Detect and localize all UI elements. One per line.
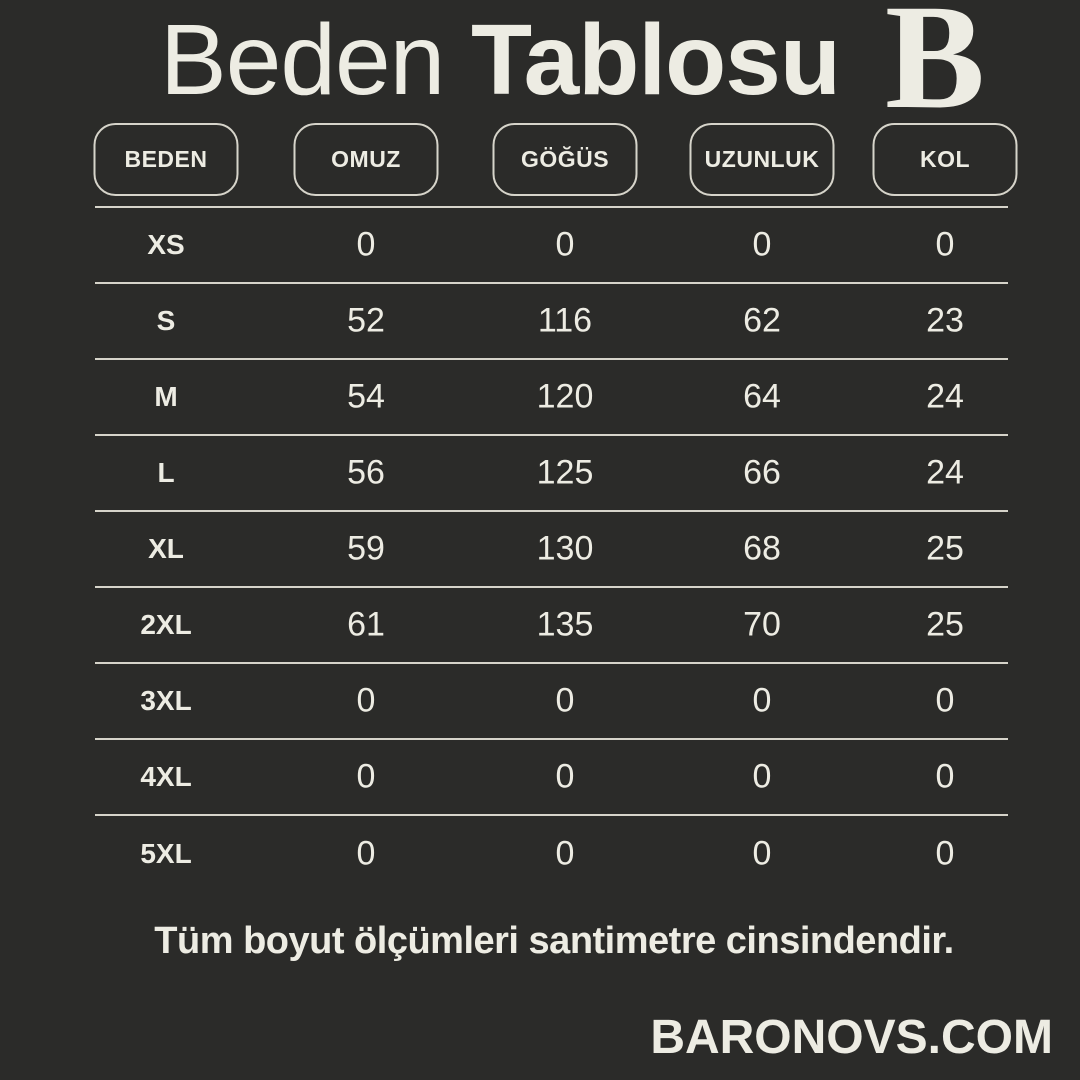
column-header-omuz: OMUZ [294,123,439,196]
cell-value: 62 [743,301,781,340]
cell-value: 120 [536,377,594,416]
cell-value: 125 [536,453,594,492]
cell-value: 0 [555,681,575,720]
cell-value: 0 [555,757,575,796]
size-label: 3XL [140,685,192,716]
size-label: L [157,457,175,488]
column-header-kol: KOL [873,123,1018,196]
column-header-gogus: GÖĞÜS [493,123,638,196]
cell-value: 135 [536,605,594,644]
cell-value: 56 [347,453,385,492]
page-title-bold: Tablosu [471,4,840,116]
table-row [95,664,1008,740]
column-header-row [95,123,1008,208]
cell-value: 25 [926,605,964,644]
cell-value: 0 [935,225,955,264]
cell-value: 130 [536,529,594,568]
cell-value: 0 [935,757,955,796]
size-label: 4XL [140,761,192,792]
page-title-regular: Beden [160,4,445,116]
table-row [95,436,1008,512]
cell-value: 66 [743,453,781,492]
cell-value: 0 [555,834,575,873]
cell-value: 70 [743,605,781,644]
size-label: XS [147,229,185,260]
size-label: S [156,305,176,336]
page-title [160,4,840,116]
cell-value: 68 [743,529,781,568]
table-row [95,284,1008,360]
column-header-beden: BEDEN [94,123,239,196]
cell-value: 54 [347,377,385,416]
table-row [95,588,1008,664]
size-table [0,123,1080,892]
measurement-note: Tüm boyut ölçümleri santimetre cinsindendir. [154,920,954,962]
cell-value: 0 [356,757,376,796]
cell-value: 0 [555,225,575,264]
cell-value: 0 [752,225,772,264]
website-label: BARONOVS.COM [650,1011,1053,1064]
cell-value: 24 [926,453,964,492]
cell-value: 61 [347,605,385,644]
cell-value: 0 [752,757,772,796]
cell-value: 64 [743,377,781,416]
table-row [95,512,1008,588]
size-label: XL [148,533,184,564]
cell-value: 25 [926,529,964,568]
cell-value: 0 [752,834,772,873]
cell-value: 24 [926,377,964,416]
cell-value: 59 [347,529,385,568]
cell-value: 116 [537,301,593,340]
size-label: 5XL [140,838,192,869]
cell-value: 0 [752,681,772,720]
table-row [95,208,1008,284]
cell-value: 0 [356,681,376,720]
cell-value: 0 [935,681,955,720]
cell-value: 0 [356,834,376,873]
cell-value: 52 [347,301,385,340]
table-row [95,816,1008,892]
column-header-uzunluk: UZUNLUK [690,123,835,196]
page-header [0,0,1080,140]
cell-value: 0 [935,834,955,873]
cell-value: 23 [926,301,964,340]
brand-logo-letter: B [884,0,985,140]
cell-value: 0 [356,225,376,264]
table-row [95,740,1008,816]
table-row [95,360,1008,436]
size-label: M [154,381,178,412]
size-label: 2XL [140,609,192,640]
